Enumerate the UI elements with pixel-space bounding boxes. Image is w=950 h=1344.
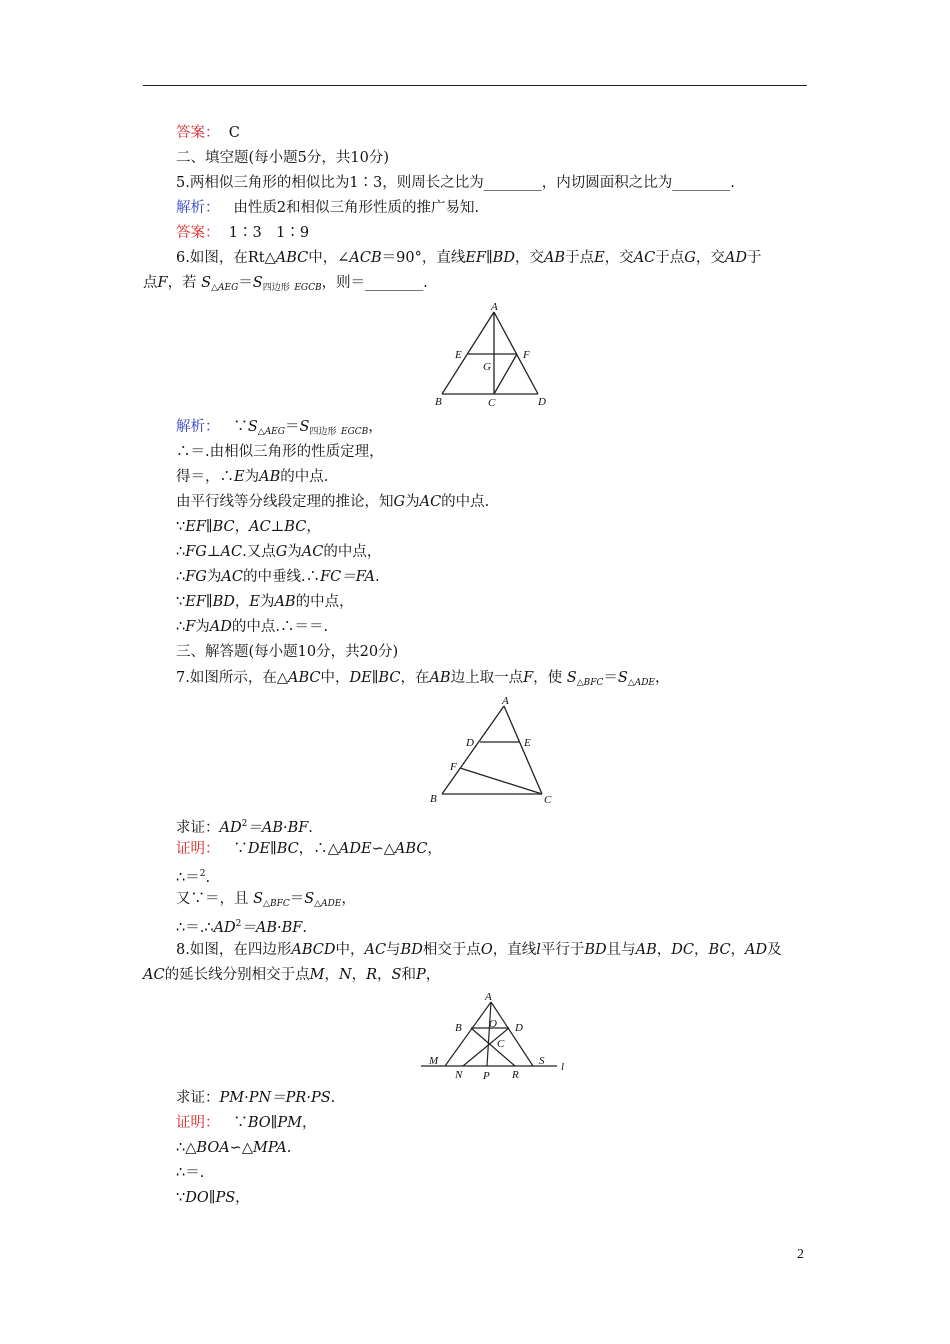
label-C: C — [544, 794, 552, 806]
text: G — [684, 250, 696, 266]
text: 的中点. — [280, 469, 329, 485]
text: S — [617, 670, 628, 686]
text: AD — [724, 250, 747, 266]
text: 于点 — [565, 250, 595, 266]
text: ， — [324, 967, 339, 983]
text: AB — [543, 250, 566, 266]
label-C: C — [497, 1038, 505, 1050]
line-fc — [494, 354, 517, 394]
analysis-label: 解析： — [176, 419, 220, 435]
text: 2 — [241, 819, 248, 829]
text: AB — [429, 670, 451, 686]
text: BD — [584, 942, 607, 958]
text: . — [375, 569, 380, 585]
text: G — [275, 544, 288, 560]
q6-analysis-l2: ∴＝.由相似三角形的性质定理， — [176, 444, 384, 460]
text: 为 — [195, 619, 210, 635]
text: BFC — [269, 899, 290, 909]
page-number: 2 — [797, 1247, 804, 1262]
text: PM·PN＝PR·PS — [219, 1090, 331, 1106]
text: . — [330, 1090, 336, 1106]
text: 于点 — [655, 250, 685, 266]
text: BOA∽ — [196, 1140, 242, 1156]
header-rule — [143, 85, 807, 86]
q5-answer-value: 1∶3 1∶9 — [228, 225, 310, 241]
q5-analysis-text: 由性质2和相似三角形性质的推广易知. — [233, 200, 480, 216]
label-B: B — [430, 793, 437, 805]
prove-label: 求证： — [176, 820, 220, 836]
text: ，在 — [400, 670, 430, 686]
text: ， — [235, 1190, 250, 1206]
text: ABCD — [291, 942, 336, 958]
line-fc — [460, 768, 542, 794]
text: ， — [368, 419, 383, 435]
text: 四边形 — [262, 283, 290, 293]
text: S — [201, 275, 212, 291]
text: EGCB — [341, 427, 369, 437]
text: 与 — [386, 942, 401, 958]
text: 得＝，∴ — [176, 469, 234, 485]
label-l: l — [561, 1061, 565, 1073]
text: MPA — [252, 1140, 287, 1156]
text: ∵ — [233, 419, 248, 435]
text: ， — [306, 519, 321, 535]
text: ， — [351, 967, 367, 983]
text: EGCB — [294, 283, 322, 293]
line-am — [445, 1002, 491, 1066]
q8-proof-l1 — [176, 1113, 316, 1133]
text: 及 — [767, 942, 782, 958]
question-8-line1 — [176, 940, 782, 960]
label-E: E — [524, 737, 531, 749]
text: 为 — [287, 544, 302, 560]
proof-label: 证明： — [176, 841, 220, 857]
label-P: P — [483, 1070, 490, 1082]
q8-proof-l4 — [176, 1188, 250, 1208]
text: R — [366, 967, 378, 983]
text: AC — [221, 569, 243, 585]
q6-analysis-l6 — [176, 542, 381, 562]
text: AC — [143, 967, 165, 983]
text: N — [338, 967, 352, 983]
text: ABC — [275, 250, 309, 266]
text: S — [253, 891, 264, 907]
text: F — [185, 619, 196, 635]
text: AC — [364, 942, 387, 958]
text: ∵ — [176, 594, 186, 610]
text: ，∴△ — [298, 841, 339, 857]
text: 由平行线等分线段定理的推论，知 — [176, 494, 394, 510]
section3-title: 三、解答题(每小题10分，共20分) — [176, 644, 399, 660]
q7-prove — [176, 814, 313, 838]
q6-analysis-l8 — [176, 592, 354, 612]
label-D: D — [466, 737, 474, 749]
text: S — [299, 419, 310, 435]
text: ， — [656, 942, 672, 958]
text: 2 — [199, 869, 206, 879]
text: .又点 — [242, 544, 276, 560]
text: 7.如图所示，在△ — [176, 670, 288, 686]
text: ∴＝.∴ — [176, 920, 214, 936]
text: ， — [234, 519, 250, 535]
text: 中， — [320, 670, 350, 686]
text: AD — [209, 619, 232, 635]
text: 的中点.∴＝＝. — [231, 619, 329, 635]
text: ∵ — [233, 841, 248, 857]
text: ＝ — [603, 670, 618, 686]
text: ADE — [321, 899, 342, 909]
text: DE∥BC — [247, 841, 299, 857]
text: DE∥BC — [349, 670, 401, 686]
label-E: E — [455, 349, 462, 361]
text: E — [234, 469, 245, 485]
text: AC — [301, 544, 324, 560]
label-D: D — [515, 1022, 523, 1034]
text: 边上取一点 — [450, 670, 524, 686]
text: 中，∠ — [308, 250, 350, 266]
text: ， — [427, 841, 442, 857]
line-ab — [442, 312, 494, 394]
text: EF∥BD — [465, 250, 515, 266]
text: ，交 — [604, 250, 634, 266]
text: ＝ — [289, 891, 305, 907]
text: 且与 — [606, 942, 636, 958]
figure-q7 — [420, 692, 570, 810]
text: ＝AB·BF — [247, 820, 309, 836]
text: △ — [576, 678, 584, 688]
text: △ — [627, 678, 635, 688]
text: S — [304, 891, 315, 907]
text: △ — [241, 1140, 253, 1156]
label-D: D — [538, 396, 546, 408]
line-ap — [487, 1002, 491, 1066]
text: ， — [425, 967, 441, 983]
line-as — [491, 1002, 533, 1066]
text: AEG — [218, 283, 239, 293]
prove-label: 求证： — [176, 1090, 220, 1106]
text: ∴△ — [176, 1140, 197, 1156]
text: AC⊥BC — [249, 519, 307, 535]
question-7 — [176, 668, 670, 693]
label-C: C — [488, 397, 496, 409]
label-B: B — [435, 396, 442, 408]
q6-analysis-l7 — [176, 567, 380, 587]
text: 于 — [746, 250, 762, 266]
q7-proof-l2 — [176, 864, 210, 888]
text: EF∥BC — [185, 519, 235, 535]
text: ，使 — [533, 670, 563, 686]
label-R: R — [512, 1069, 519, 1081]
text: AD — [213, 920, 236, 936]
text: 中， — [335, 942, 365, 958]
text: ， — [301, 1115, 317, 1131]
text: 的中点， — [323, 544, 382, 560]
q6-analysis-l1 — [176, 417, 383, 442]
text: ∵ — [176, 519, 186, 535]
text: 的延长线分别相交于点 — [164, 967, 310, 983]
label-A: A — [502, 695, 509, 707]
text: S — [566, 670, 577, 686]
text: . — [308, 820, 313, 836]
text: 相交于点 — [422, 942, 481, 958]
text: E — [249, 594, 260, 610]
text: P — [415, 967, 426, 983]
label-B: B — [455, 1022, 462, 1034]
label-A: A — [491, 301, 498, 313]
figure-q8 — [415, 990, 575, 1082]
text: ，直线 — [492, 942, 537, 958]
label-A: A — [485, 991, 492, 1003]
text: △ — [263, 899, 270, 909]
text: . — [302, 920, 307, 936]
line-br — [471, 1028, 515, 1066]
q8-proof-l2 — [176, 1138, 291, 1158]
question-8-line2 — [143, 965, 440, 985]
text: 2 — [235, 919, 242, 929]
text: ， — [694, 942, 709, 958]
q6-analysis-l9 — [176, 617, 328, 637]
text: ∴＝ — [176, 870, 200, 886]
q7-proof-l3 — [176, 889, 356, 914]
proof-label: 证明： — [176, 1115, 220, 1131]
analysis-label: 解析： — [176, 200, 220, 216]
question-5: 5.两相似三角形的相似比为1∶3，则周长之比为________，内切圆面积之比为________. — [176, 175, 735, 191]
text: . — [286, 1140, 292, 1156]
text: △ — [314, 899, 322, 909]
text: 6.如图，在Rt△ — [176, 250, 276, 266]
section2-title: 二、填空题(每小题5分，共10分) — [176, 150, 389, 166]
text: 又∵＝，且 — [176, 891, 249, 907]
answer-label: 答案： — [176, 225, 220, 241]
text: AD — [219, 820, 242, 836]
text: AB — [259, 469, 281, 485]
text: G — [393, 494, 406, 510]
text: ， — [655, 670, 670, 686]
text: ∵ — [176, 1190, 186, 1206]
question-6-line1 — [176, 248, 761, 268]
text: 为 — [259, 594, 275, 610]
text: ∴ — [176, 619, 186, 635]
text: l — [536, 942, 541, 958]
text: FC＝FA — [320, 569, 376, 585]
text: ∵ — [233, 1115, 248, 1131]
text: AEG — [264, 427, 285, 437]
question-6-line2 — [143, 273, 428, 298]
text: 为 — [206, 569, 222, 585]
text: 的中垂线.∴ — [242, 569, 321, 585]
text: FG — [185, 569, 207, 585]
text: 四边形 — [309, 427, 337, 437]
line-ac — [504, 706, 542, 794]
line-ab — [442, 706, 504, 794]
text: ＝ — [238, 275, 253, 291]
text: ， — [234, 594, 250, 610]
text: ，交 — [695, 250, 725, 266]
answer-label: 答案： — [176, 125, 220, 141]
figure-q6 — [430, 298, 560, 410]
text: F — [157, 275, 168, 291]
text: ABC — [288, 670, 321, 686]
text: ， — [377, 967, 392, 983]
q6-analysis-l3 — [176, 467, 328, 487]
text: S — [252, 275, 263, 291]
text: BO∥PM — [247, 1115, 302, 1131]
text: S — [391, 967, 402, 983]
text: △ — [257, 427, 265, 437]
label-M: M — [429, 1055, 439, 1067]
text: O — [480, 942, 493, 958]
label-G: G — [483, 361, 491, 373]
text: ACB — [349, 250, 382, 266]
text: ，交 — [514, 250, 544, 266]
text: △ — [383, 841, 395, 857]
text: FG⊥AC — [185, 544, 243, 560]
q6-analysis-l4 — [176, 492, 489, 512]
text: S — [247, 419, 258, 435]
text: ADE — [634, 678, 656, 688]
text: AC — [419, 494, 442, 510]
text: ABC — [394, 841, 428, 857]
text: ADE∽ — [338, 841, 384, 857]
text: ，则＝________. — [321, 275, 428, 291]
text: 8.如图，在四边形 — [176, 942, 292, 958]
text: DO∥PS — [185, 1190, 236, 1206]
text: BD — [400, 942, 423, 958]
text: AB — [274, 594, 296, 610]
answer-line-q4 — [176, 123, 240, 143]
text: △ — [211, 283, 219, 293]
q5-answer — [176, 223, 309, 243]
label-O: O — [489, 1018, 497, 1030]
text: 和 — [401, 967, 416, 983]
text: BC — [708, 942, 731, 958]
text: ∴ — [176, 569, 186, 585]
q7-proof-l1 — [176, 839, 442, 859]
text: . — [205, 870, 211, 886]
text: AD — [745, 942, 768, 958]
text: E — [594, 250, 605, 266]
text: ， — [730, 942, 746, 958]
text: ＝90°，直线 — [381, 250, 466, 266]
label-S: S — [539, 1055, 545, 1067]
label-N: N — [455, 1069, 463, 1081]
text: ，若 — [167, 275, 197, 291]
text: EF∥BD — [185, 594, 235, 610]
text: ， — [341, 891, 356, 907]
label-F: F — [450, 761, 457, 773]
text: 为 — [405, 494, 420, 510]
q8-prove — [176, 1088, 335, 1108]
q6-analysis-l5 — [176, 517, 321, 537]
text: 的中点， — [295, 594, 354, 610]
text: M — [309, 967, 325, 983]
text: AC — [633, 250, 656, 266]
text: AB — [635, 942, 657, 958]
q8-proof-l3: ∴＝. — [176, 1165, 205, 1181]
label-F: F — [523, 349, 530, 361]
q7-proof-l4 — [176, 914, 307, 938]
text: 为 — [244, 469, 260, 485]
text: 点 — [143, 275, 158, 291]
text: ＝ — [284, 419, 300, 435]
text: ∴ — [176, 544, 186, 560]
q5-analysis — [176, 198, 479, 218]
text: ＝AB·BF — [241, 920, 303, 936]
text: 平行于 — [540, 942, 585, 958]
text: DC — [671, 942, 695, 958]
text: F — [523, 670, 534, 686]
text: BFC — [583, 678, 604, 688]
answer-value: C — [228, 125, 240, 141]
text: 的中点. — [441, 494, 490, 510]
